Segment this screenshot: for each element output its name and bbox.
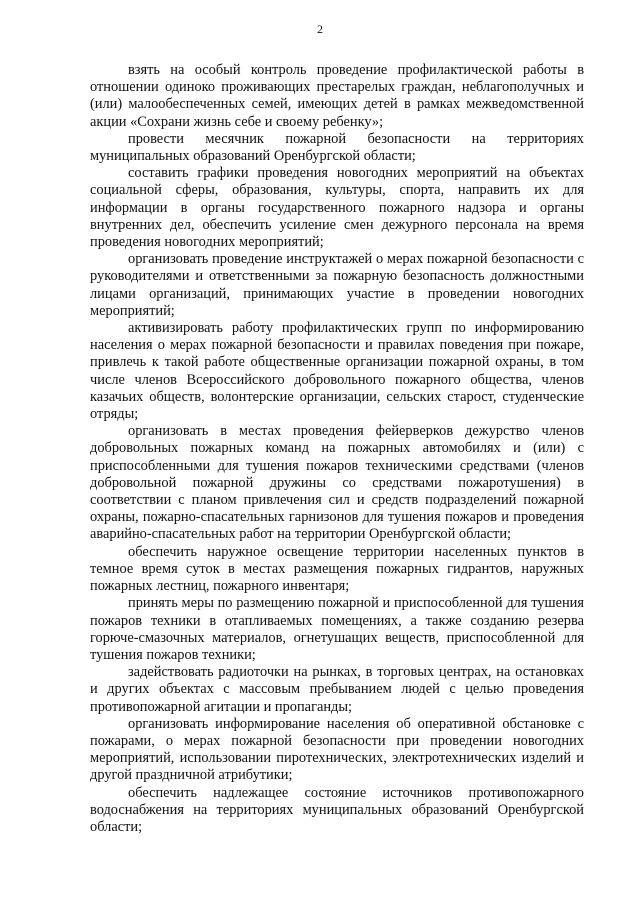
document-body [90, 62, 584, 836]
page-number: 2 [317, 22, 323, 36]
paragraph-water-supply: обеспечить надлежащее состояние источников противопожарного водоснабжения на территориях муниципальных образований Оренбургской области; [90, 784, 584, 835]
paragraph-briefings: организовать проведение инструктажей о мерах пожарной безопасности с руководителями и ответственными за пожарную безопасность должностными лицами организаций, принимающих участие в проведении новогодних мероприятий; [90, 251, 584, 319]
paragraph-radio-broadcasting: задействовать радиоточки на рынках, в торговых центрах, на остановках и других объектах с массовым пребыванием людей с целью проведения противопожарной агитации и пропаганды; [90, 664, 584, 715]
paragraph-equipment-placement: принять меры по размещению пожарной и приспособленной для тушения пожаров техники в отапливаемых помещениях, а также созданию резерва горюче-смазочных материалов, огнетушащих веществ, приспособленной для тушения пожаров техники; [90, 595, 584, 663]
paragraph-prevention-groups: активизировать работу профилактических групп по информированию населения о мерах пожарной безопасности и правилах поведения при пожаре, привлечь к такой работе общественные организации пожарной охраны, в том числе членов Всероссийского добровольного пожарного общества, членов казачьих обществ, волонтерские организации, сельских старост, студенческие отряды; [90, 320, 584, 423]
paragraph-fireworks-duty: организовать в местах проведения фейерверков дежурство членов добровольных пожарных команд на пожарных автомобилях и (или) с приспособленными для тушения пожаров техническими средствами (членов добровольной пожарной дружины со средствами пожаротушения) в соответствии с планом привлечения сил и средств подразделений пожарной охраны, пожарно-спасательных гарнизонов для тушения пожаров и проведения аварийно-спасательных работ на территории Оренбургской области; [90, 423, 584, 543]
paragraph-event-schedules: составить графики проведения новогодних мероприятий на объектах социальной сферы, образования, культуры, спорта, направить их для информации в органы государственного пожарного надзора и органы внутренних дел, обеспечить усиление смен дежурного персонала на время проведения новогодних мероприятий; [90, 165, 584, 251]
paragraph-outdoor-lighting: обеспечить наружное освещение территории населенных пунктов в темное время суток в местах размещения пожарных гидрантов, наружных пожарных лестниц, пожарного инвентаря; [90, 543, 584, 595]
paragraph-elderly-control: взять на особый контроль проведение профилактической работы в отношении одиноко проживающих престарелых граждан, неблагополучных и (или) малообеспеченных семей, имеющих детей в рамках межведомственной акции «Сохрани жизнь себе и своему ребенку»; [90, 62, 584, 130]
paragraph-public-information: организовать информирование населения об оперативной обстановке с пожарами, о мерах пожарной безопасности при проведении новогодних мероприятий, использовании пиротехнических, электротехнических изделий и другой праздничной атрибутики; [90, 715, 584, 784]
paragraph-fire-safety-month: провести месячник пожарной безопасности на территориях муниципальных образований Оренбургской области; [90, 130, 584, 165]
